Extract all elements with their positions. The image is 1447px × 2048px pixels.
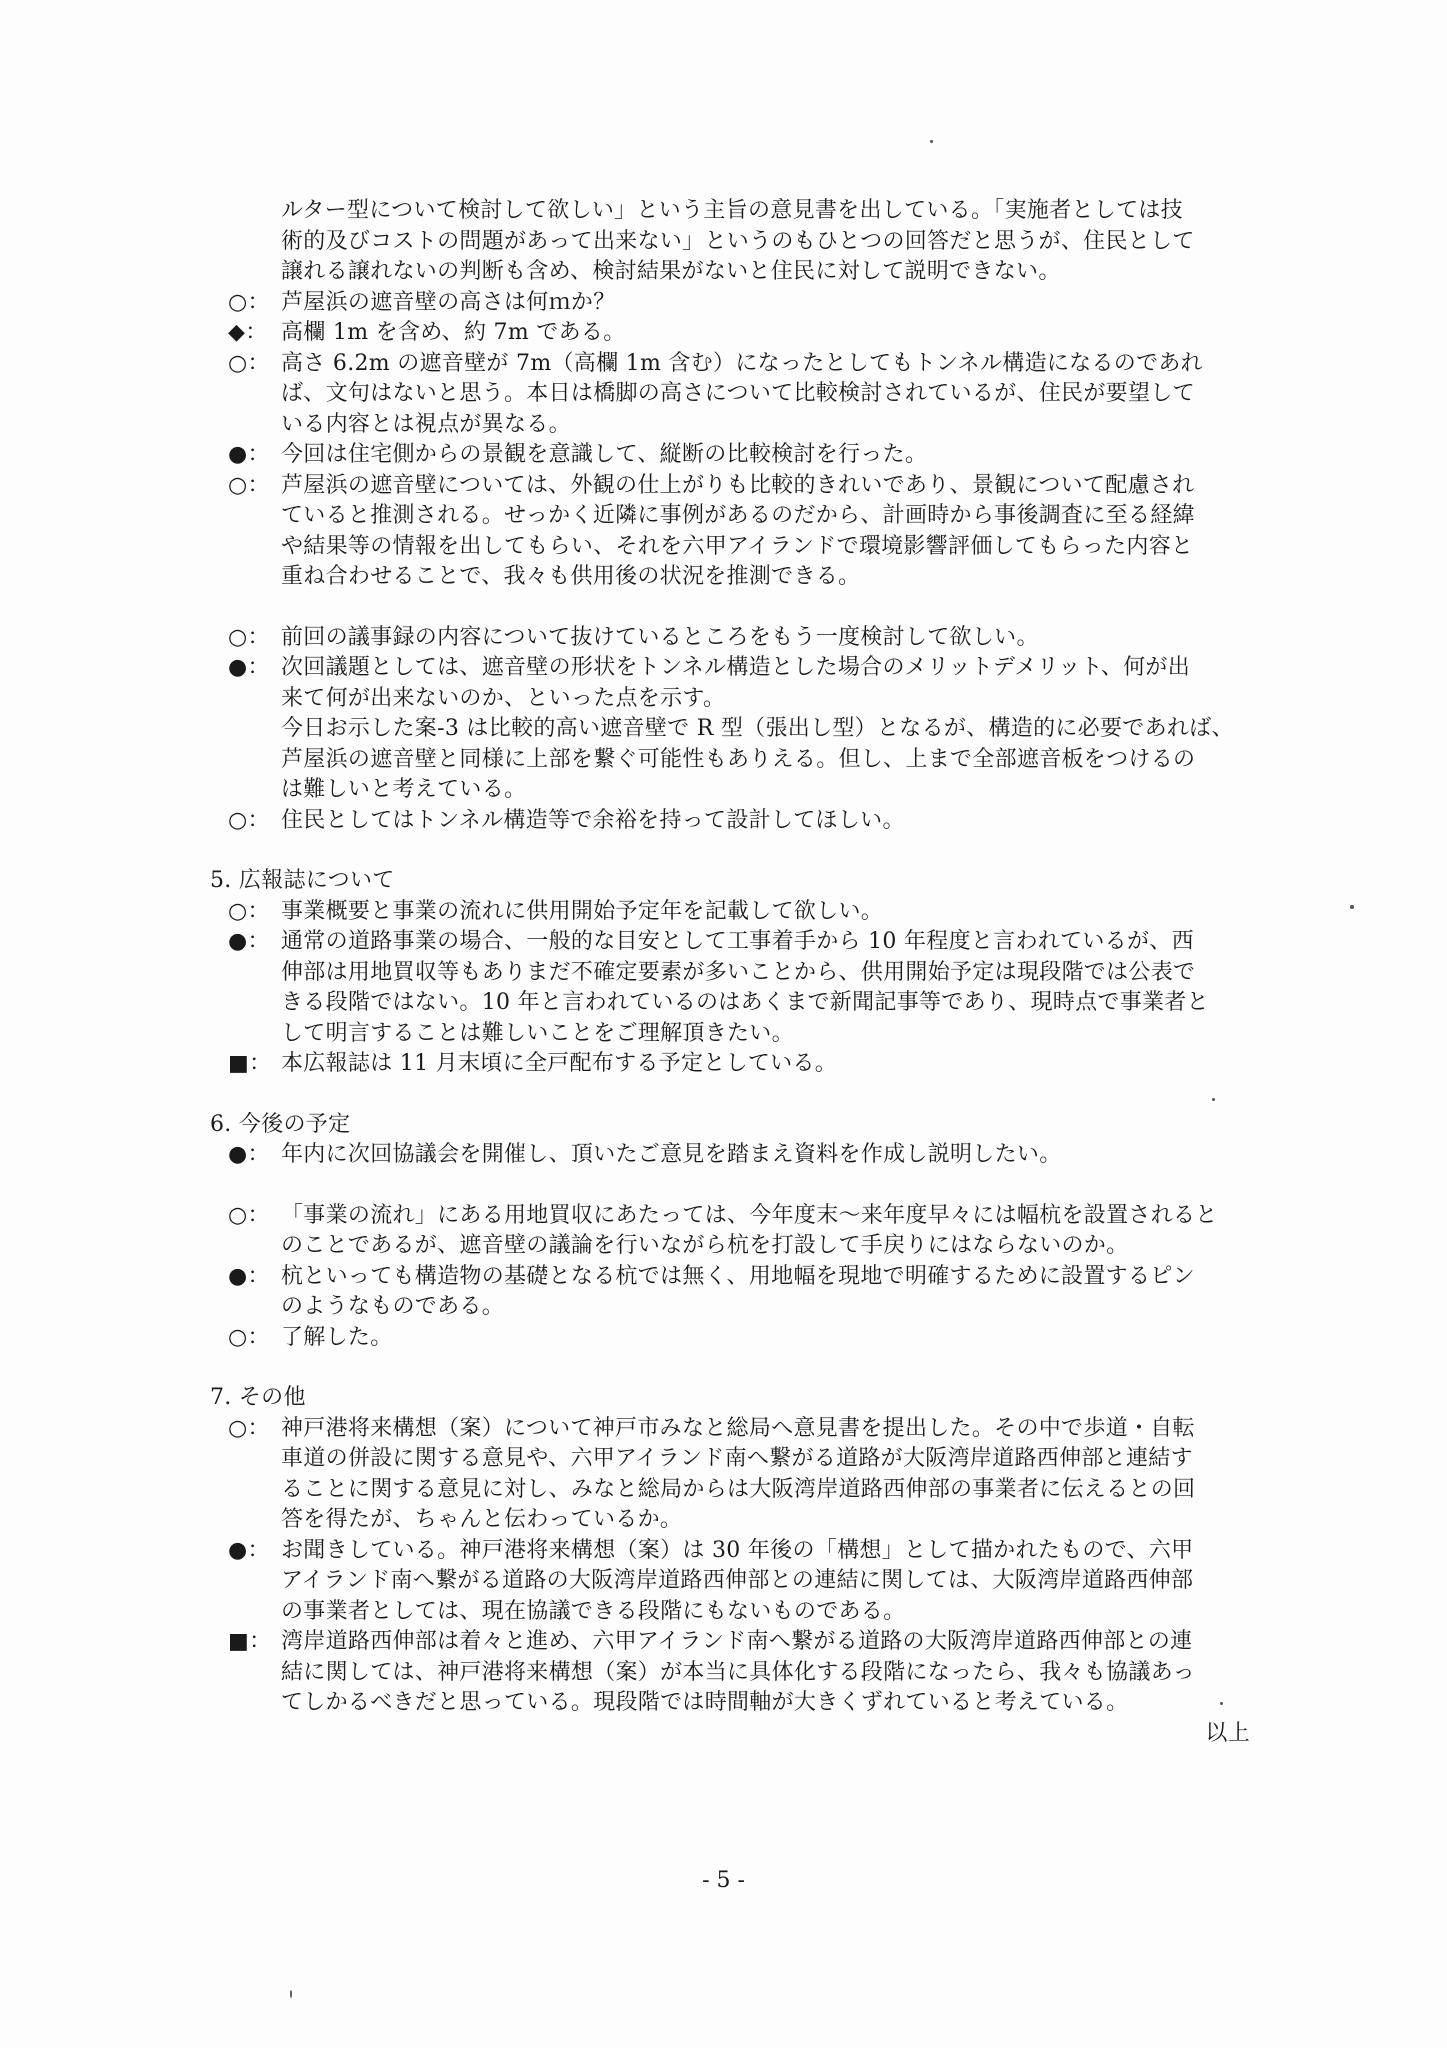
statement-line: 高さ 6.2m の遮音壁が 7m（高欄 1m 含む）になったとしてもトンネル構造になるのであれ [281,350,1203,376]
statement-item [228,318,1268,349]
statement-item [228,1049,1268,1080]
statement-line: 芦屋浜の遮音壁については、外観の仕上がりも比較的きれいであり、景観について配慮され [281,472,1195,498]
speaker-mark: ◆： [228,320,268,345]
statement-line: 前回の議事録の内容について抜けているところをもう一度検討して欲しい。 [281,624,1039,650]
statement-line: 芦屋浜の遮音壁と同様に上部を繋ぐ可能性もありえる。但し、上まで全部遮音板をつけるの [281,746,1196,772]
statement-line: のことであるが、遮音壁の議論を行いながら杭を打設して手戻りにはならないのか。 [281,1233,1129,1258]
statement-line: 次回議題としては、遮音壁の形状をトンネル構造とした場合のメリットデメリット、何が出 [281,655,1191,680]
statement-line: 住民としてはトンネル構造等で余裕を持って設計してほしい。 [281,807,905,833]
statement-line: 今日お示した案-3 は比較的高い遮音壁で R 型（張出し型）となるが、構造的に必要であれば、 [281,716,1234,741]
speaker-mark: ●： [228,442,270,467]
speaker-mark: ○： [228,1415,270,1441]
statement-line: 了解した。 [281,1324,393,1350]
statement-line: のようなものである。 [281,1294,505,1319]
section-5 [210,866,1268,1080]
statement-line: 神戸港将来構想（案）について神戸市みなと総局へ意見書を提出した。その中で歩道・自転 [281,1415,1195,1441]
scan-speck [930,140,933,143]
page-number: - 5 - [702,1868,745,1893]
statement-line: 車道の併設に関する意見や、六甲アイランド南へ繋がる道路が大阪湾岸道路西伸部と連結す [281,1446,1193,1471]
statement-line: 来て何が出来ないのか、といった点を示す。 [281,685,726,711]
statement-line: 重ね合わせることで、我々も供用後の状況を推測できる。 [281,564,861,589]
statement-line: 「事業の流れ」にある用地買収にあたっては、今年度末～来年度早々には幅杭を設置されると [281,1202,1218,1228]
speaker-mark: ○： [228,289,270,315]
speaker-mark: ■： [228,1629,272,1654]
section-heading: 5. 広報誌について [210,868,395,893]
closing-remark: 以上 [1205,1720,1250,1746]
speaker-mark: ○： [228,472,270,498]
statement-item [228,1323,1268,1354]
statement-line: 高欄 1m を含め、約 7m である。 [281,320,626,345]
statement-line: 答を得たが、ちゃんと伝わっているか。 [281,1507,683,1532]
statement-item [228,623,1268,654]
statement-item [228,288,1268,319]
statement-item [228,927,1268,1049]
speaker-mark: ●： [228,1263,270,1289]
scan-speck [1350,905,1354,909]
statement-line: や結果等の情報を出してもらい、それを六甲アイランドで環境影響評価してもらった内容と [281,533,1194,559]
statement-line: 通常の道路事業の場合、一般的な目安として工事着手から 10 年程度と言われているが、西 [281,929,1194,954]
statement-line: お聞きしている。神戸港将来構想（案）は 30 年後の「構想」として描かれたもので、六甲 [281,1537,1194,1563]
statement-line: 芦屋浜の遮音壁の高さは何ｍか？ [281,289,616,315]
statement-item [228,440,1268,471]
section-6 [210,1110,1268,1354]
statement-line: の事業者としては、現在協議できる段階にもないものである。 [281,1598,906,1624]
statement-line: いる内容とは視点が異なる。 [281,411,571,437]
speaker-mark: ○： [228,1202,270,1228]
speaker-mark: ○： [228,898,270,924]
spacer [228,1080,1268,1110]
statement-line: ることに関する意見に対し、みなと総局からは大阪湾岸道路西伸部の事業者に伝えるとの回 [281,1476,1196,1502]
statement-item [228,1262,1268,1323]
statement-item [228,1140,1268,1171]
statement-line: 結に関しては、神戸港将来構想（案）が本当に具体化する段階になったら、我々も協議あっ [281,1659,1196,1685]
statement-line: きる段階ではない。10 年と言われているのはあくまで新聞記事等であり、現時点で事業者と [281,990,1209,1015]
speaker-mark: ●： [228,1142,270,1167]
discussion-block-1 [228,288,1268,593]
speaker-mark: ○： [228,1324,270,1350]
speaker-mark: ○： [228,807,270,833]
statement-line: して明言することは難しいことをご理解頂きたい。 [281,1020,794,1046]
statement-line: は難しいと考えている。 [281,777,527,802]
speaker-mark: ○： [228,624,270,650]
spacer [228,1171,1268,1201]
statement-line: 杭といっても構造物の基礎となる杭では無く、用地幅を現地で明確するために設置するピン [281,1263,1195,1289]
scan-speck [1220,1702,1223,1705]
speaker-mark: ○： [228,350,270,376]
statement-item [228,1201,1268,1262]
statement-line: 年内に次回協議会を開催し、頂いたご意見を踏まえ資料を作成し説明したい。 [281,1142,1062,1167]
section-heading: 7. その他 [210,1385,306,1410]
statement-item [228,653,1268,806]
discussion-block-2 [228,623,1268,837]
intro-paragraph [228,196,1268,288]
statement-line: 伸部は用地買収等もありまだ不確定要素が多いことから、供用開始予定は現段階では公表で [281,959,1196,985]
scan-speck [290,1990,292,1998]
spacer [228,836,1268,866]
statement-item [228,1536,1268,1628]
section-heading: 6. 今後の予定 [210,1111,351,1137]
scan-speck [1212,1098,1215,1101]
statement-item [228,1627,1268,1719]
document-body [210,196,1268,1749]
statement-line: てしかるべきだと思っている。現段階では時間軸が大きくずれていると考えている。 [281,1690,1129,1715]
statement-line: ば、文句はないと思う。本日は橋脚の高さについて比較検討されているが、住民が要望して [281,381,1195,406]
speaker-mark: ●： [228,1537,270,1563]
statement-item [228,1414,1268,1536]
spacer [228,593,1268,623]
speaker-mark: ●： [228,929,270,954]
statement-line: アイランド南へ繋がる道路の大阪湾岸道路西伸部との連結に関しては、大阪湾岸道路西伸部 [281,1568,1194,1593]
statement-line: 事業概要と事業の流れに供用開始予定年を記載して欲しい。 [281,898,884,924]
intro-line: 術的及びコストの問題があって出来ない」というのもひとつの回答だと思うが、住民として [281,228,1195,254]
statement-item [228,349,1268,441]
statement-item [228,897,1268,928]
statement-line: 湾岸道路西伸部は着々と進め、六甲アイランド南へ繋がる道路の大阪湾岸道路西伸部との連 [281,1629,1193,1654]
statement-item [228,806,1268,837]
statement-line: ていると推測される。せっかく近隣に事例があるのだから、計画時から事後調査に至る経緯 [281,503,1195,528]
intro-line: ルター型について検討して欲しい」という主旨の意見書を出している。「実施者としては技 [281,198,1183,223]
spacer [228,1353,1268,1383]
speaker-mark: ■： [228,1051,272,1076]
speaker-mark: ●： [228,655,270,680]
statement-line: 今回は住宅側からの景観を意識して、縦断の比較検討を行った。 [281,442,928,467]
statement-item [228,471,1268,593]
section-7 [210,1383,1268,1719]
intro-line: 譲れる譲れないの判断も含め、検討結果がないと住民に対して説明できない。 [281,259,1061,284]
statement-line: 本広報誌は 11 月末頃に全戸配布する予定としている。 [281,1051,838,1076]
